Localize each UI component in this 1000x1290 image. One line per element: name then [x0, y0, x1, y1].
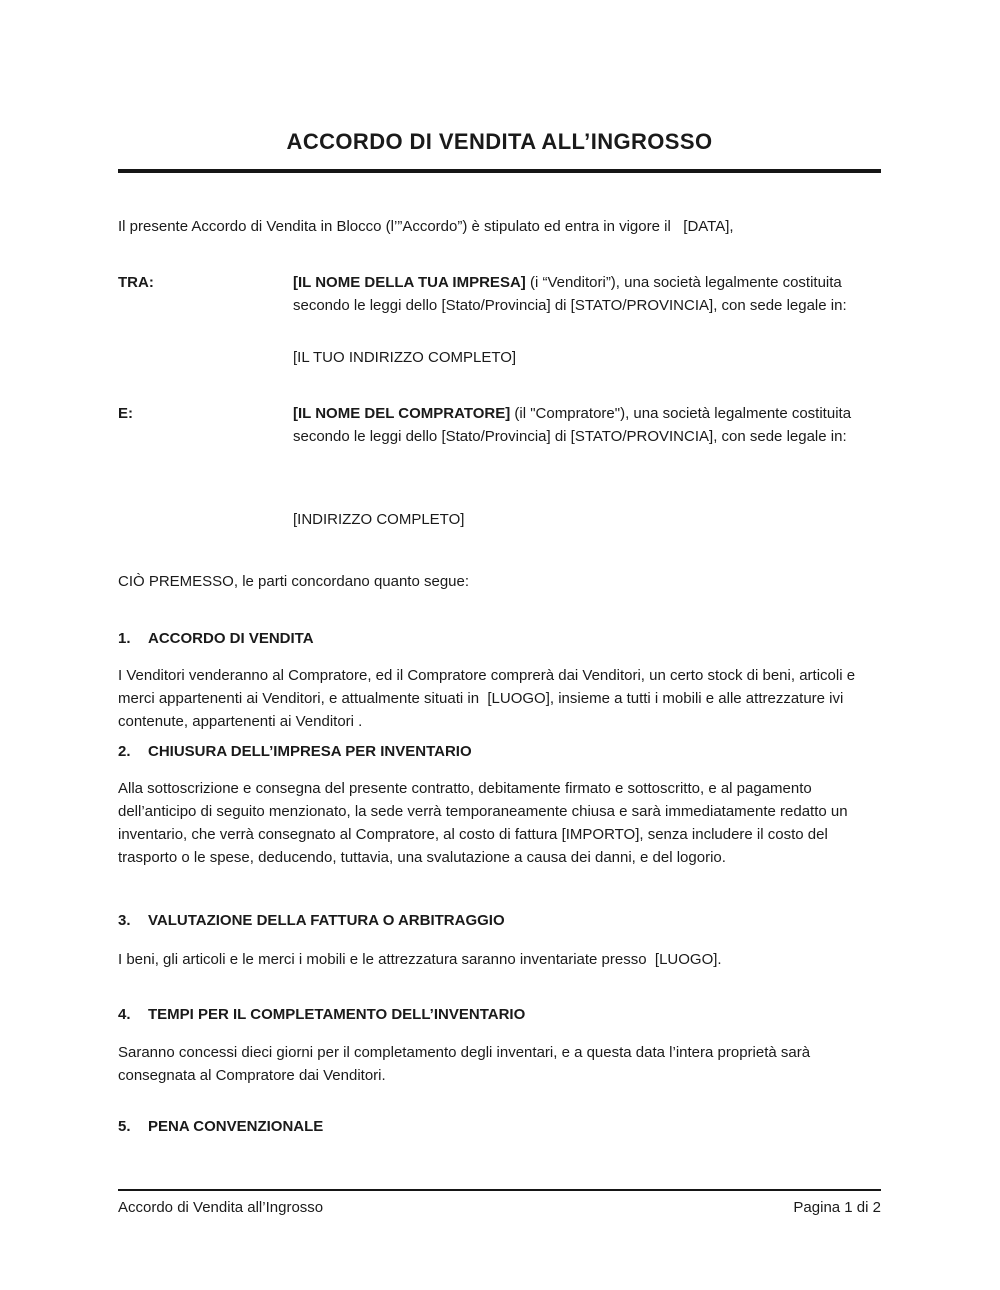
- party-seller-description: [293, 271, 881, 317]
- section-4-body: Saranno concessi dieci giorni per il completamento degli inventari, e a questa data l’intera proprietà sarà consegnata al Compratore dai Venditori.: [118, 1044, 815, 1084]
- section-1-heading: [118, 627, 881, 650]
- section-2-body: Alla sottoscrizione e consegna del presente contratto, debitamente firmato e sottoscritto, e al pagamento dell’anticipo di seguito menzionato, la sede verrà temporaneamente chiusa e sarà immediatamente redatto un inventario, che verrà consegnato al Compratore, al costo di fattura [IMPORTO], senza includere il costo del trasporto o le spese, deducendo, tuttavia, una svalutazione a causa dei danni, e del logorio.: [118, 780, 852, 866]
- section-1-number: 1.: [118, 630, 131, 647]
- section-5-heading: [118, 1115, 881, 1138]
- party-buyer-address-placeholder: [INDIRIZZO COMPLETO]: [293, 511, 465, 528]
- party-buyer-label: E:: [118, 405, 133, 422]
- section-5-number: 5.: [118, 1118, 131, 1135]
- section-2-heading: [118, 740, 881, 763]
- party-seller-name-placeholder: [IL NOME DELLA TUA IMPRESA]: [293, 274, 526, 291]
- party-buyer-description: [293, 402, 881, 448]
- section-3-heading: [118, 909, 881, 932]
- section-1-title: ACCORDO DI VENDITA: [148, 630, 314, 647]
- section-3-title: VALUTAZIONE DELLA FATTURA O ARBITRAGGIO: [148, 912, 505, 929]
- section-5-title: PENA CONVENZIONALE: [148, 1118, 324, 1135]
- party-buyer-name-placeholder: [IL NOME DEL COMPRATORE]: [293, 405, 511, 422]
- footer-divider: [118, 1189, 881, 1191]
- section-2-number: 2.: [118, 743, 131, 760]
- section-4-number: 4.: [118, 1006, 131, 1023]
- section-4-heading: [118, 1003, 881, 1026]
- party-seller-address-placeholder: [IL TUO INDIRIZZO COMPLETO]: [293, 349, 517, 366]
- section-2-title: CHIUSURA DELL’IMPRESA PER INVENTARIO: [148, 743, 472, 760]
- footer-document-title: Accordo di Vendita all’Ingrosso: [118, 1199, 324, 1216]
- page-footer: [118, 1197, 881, 1219]
- party-buyer-row: [118, 402, 881, 448]
- premise-paragraph: CIÒ PREMESSO, le parti concordano quanto segue:: [118, 573, 470, 590]
- section-3-number: 3.: [118, 912, 131, 929]
- footer-page-number: Pagina 1 di 2: [793, 1199, 881, 1216]
- document-title: ACCORDO DI VENDITA ALL’INGROSSO: [286, 129, 713, 154]
- party-seller-label: TRA:: [118, 274, 154, 291]
- section-4-title: TEMPI PER IL COMPLETAMENTO DELL’INVENTARIO: [148, 1006, 526, 1023]
- section-1-body: I Venditori venderanno al Compratore, ed il Compratore comprerà dai Venditori, un certo stock di beni, articoli e merci appartenenti ai Venditori, e attualmente situati in [LUOGO], insieme a tutti i mobili e alle attrezzature ivi contenute, appartenenti ai Venditori .: [118, 667, 860, 730]
- intro-paragraph: Il presente Accordo di Vendita in Blocco (l’”Accordo”) è stipulato ed entra in vigore il [DATA],: [118, 218, 734, 235]
- party-seller-rest: (i “Venditori”), una società legalmente costituita secondo le leggi dello [Stato/Provincia] di [STATO/PROVINCIA], con sede legale in:: [293, 274, 847, 314]
- section-3-body: I beni, gli articoli e le merci i mobili e le attrezzatura saranno inventariate presso [LUOGO].: [118, 951, 722, 968]
- party-buyer-rest: (il "Compratore"), una società legalmente costituita secondo le leggi dello [Stato/Provincia] di [STATO/PROVINCIA], con sede legale in:: [293, 405, 856, 445]
- title-divider: [118, 169, 881, 173]
- party-seller-row: [118, 271, 881, 317]
